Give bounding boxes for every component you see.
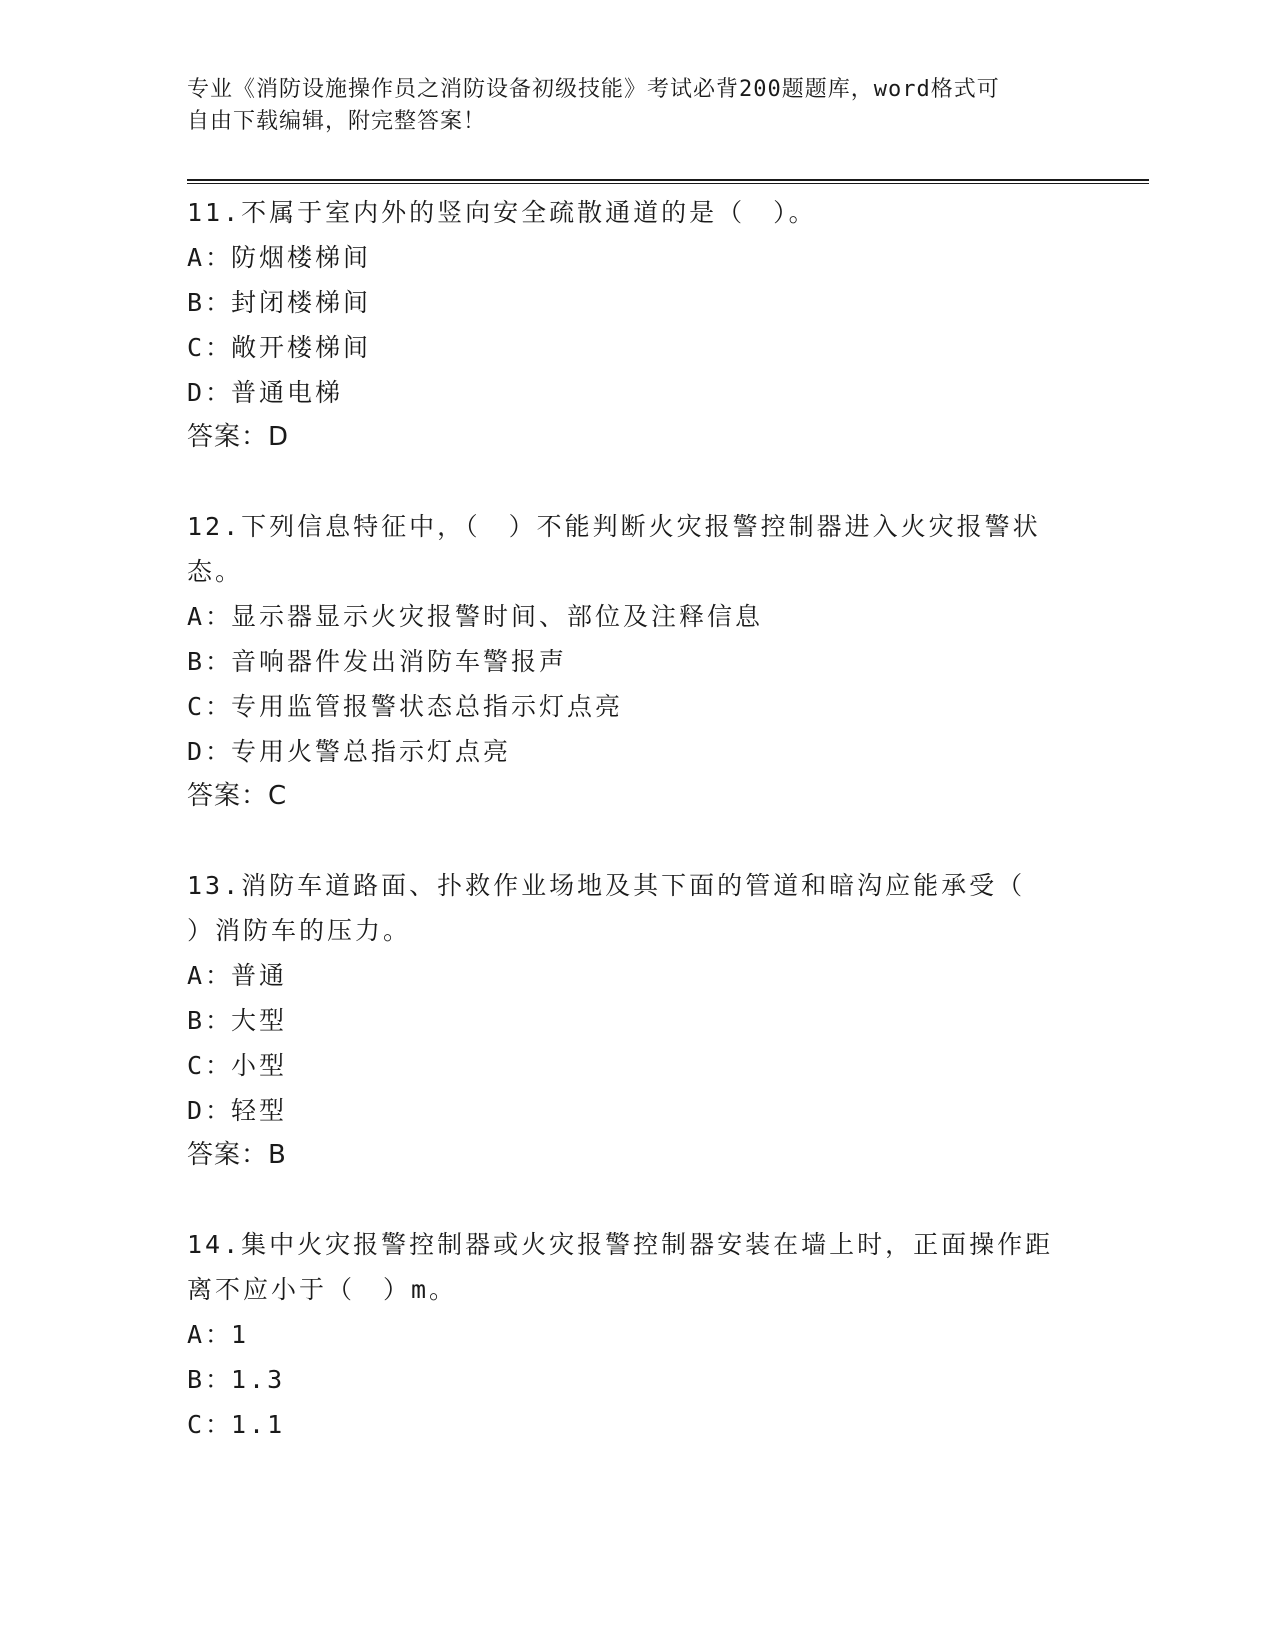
option-c <box>187 684 1087 729</box>
option-key: B： <box>187 1365 234 1394</box>
option-a <box>187 1312 1087 1357</box>
header-line-2: 自由下载编辑，附完整答案！ <box>187 109 487 134</box>
option-text: 普通 <box>231 961 288 990</box>
question-11 <box>187 190 1087 460</box>
option-key: C： <box>187 1410 234 1439</box>
option-text: 大型 <box>231 1006 288 1035</box>
option-key: B： <box>187 288 234 317</box>
option-text: 1 <box>231 1320 250 1349</box>
question-stem: 12.下列信息特征中，（ ）不能判断火灾报警控制器进入火灾报警状 <box>187 512 1041 541</box>
option-key: D： <box>187 1096 234 1125</box>
option-text: 普通电梯 <box>231 378 344 407</box>
option-key: A： <box>187 961 234 990</box>
option-b <box>187 1357 1087 1402</box>
option-d <box>187 729 1087 774</box>
question-list <box>187 190 1087 1491</box>
question-stem: 11.不属于室内外的竖向安全疏散通道的是（ ）。 <box>187 198 817 227</box>
question-stem-continued: 态。 <box>187 557 244 586</box>
option-a <box>187 953 1087 998</box>
option-text: 专用监管报警状态总指示灯点亮 <box>231 692 624 721</box>
option-b <box>187 639 1087 684</box>
option-key: A： <box>187 602 234 631</box>
option-key: B： <box>187 1006 234 1035</box>
header-divider-thick <box>187 179 1149 181</box>
option-text: 小型 <box>231 1051 288 1080</box>
option-key: B： <box>187 647 234 676</box>
option-text: 专用火警总指示灯点亮 <box>231 737 512 766</box>
option-c <box>187 325 1087 370</box>
option-a <box>187 235 1087 280</box>
question-13 <box>187 863 1087 1178</box>
option-a <box>187 594 1087 639</box>
option-d <box>187 370 1087 415</box>
option-text: 1.1 <box>231 1410 286 1439</box>
question-stem-continued: 离不应小于（ ）m。 <box>187 1275 458 1304</box>
option-key: C： <box>187 1051 234 1080</box>
answer: 答案：C <box>187 781 288 811</box>
header-divider-thin <box>187 183 1149 184</box>
answer: 答案：B <box>187 1140 287 1170</box>
option-text: 敞开楼梯间 <box>231 333 372 362</box>
question-14 <box>187 1222 1087 1447</box>
question-12 <box>187 504 1087 819</box>
option-text: 轻型 <box>231 1096 288 1125</box>
option-key: C： <box>187 333 234 362</box>
option-b <box>187 998 1087 1043</box>
question-stem-continued: ）消防车的压力。 <box>187 916 412 945</box>
option-text: 1.3 <box>231 1365 286 1394</box>
answer: 答案：D <box>187 422 290 452</box>
option-text: 封闭楼梯间 <box>231 288 372 317</box>
question-stem: 14.集中火灾报警控制器或火灾报警控制器安装在墙上时，正面操作距 <box>187 1230 1054 1259</box>
question-stem: 13.消防车道路面、扑救作业场地及其下面的管道和暗沟应能承受（ <box>187 871 1026 900</box>
option-key: D： <box>187 737 234 766</box>
option-text: 显示器显示火灾报警时间、部位及注释信息 <box>231 602 764 631</box>
option-d <box>187 1088 1087 1133</box>
option-c <box>187 1402 1087 1447</box>
option-key: A： <box>187 243 234 272</box>
header-line-1: 专业《消防设施操作员之消防设备初级技能》考试必背200题题库，word格式可 <box>187 77 1000 102</box>
option-b <box>187 280 1087 325</box>
document-header <box>187 74 1087 138</box>
option-key: D： <box>187 378 234 407</box>
option-text: 音响器件发出消防车警报声 <box>231 647 568 676</box>
option-text: 防烟楼梯间 <box>231 243 372 272</box>
option-key: C： <box>187 692 234 721</box>
option-key: A： <box>187 1320 234 1349</box>
option-c <box>187 1043 1087 1088</box>
